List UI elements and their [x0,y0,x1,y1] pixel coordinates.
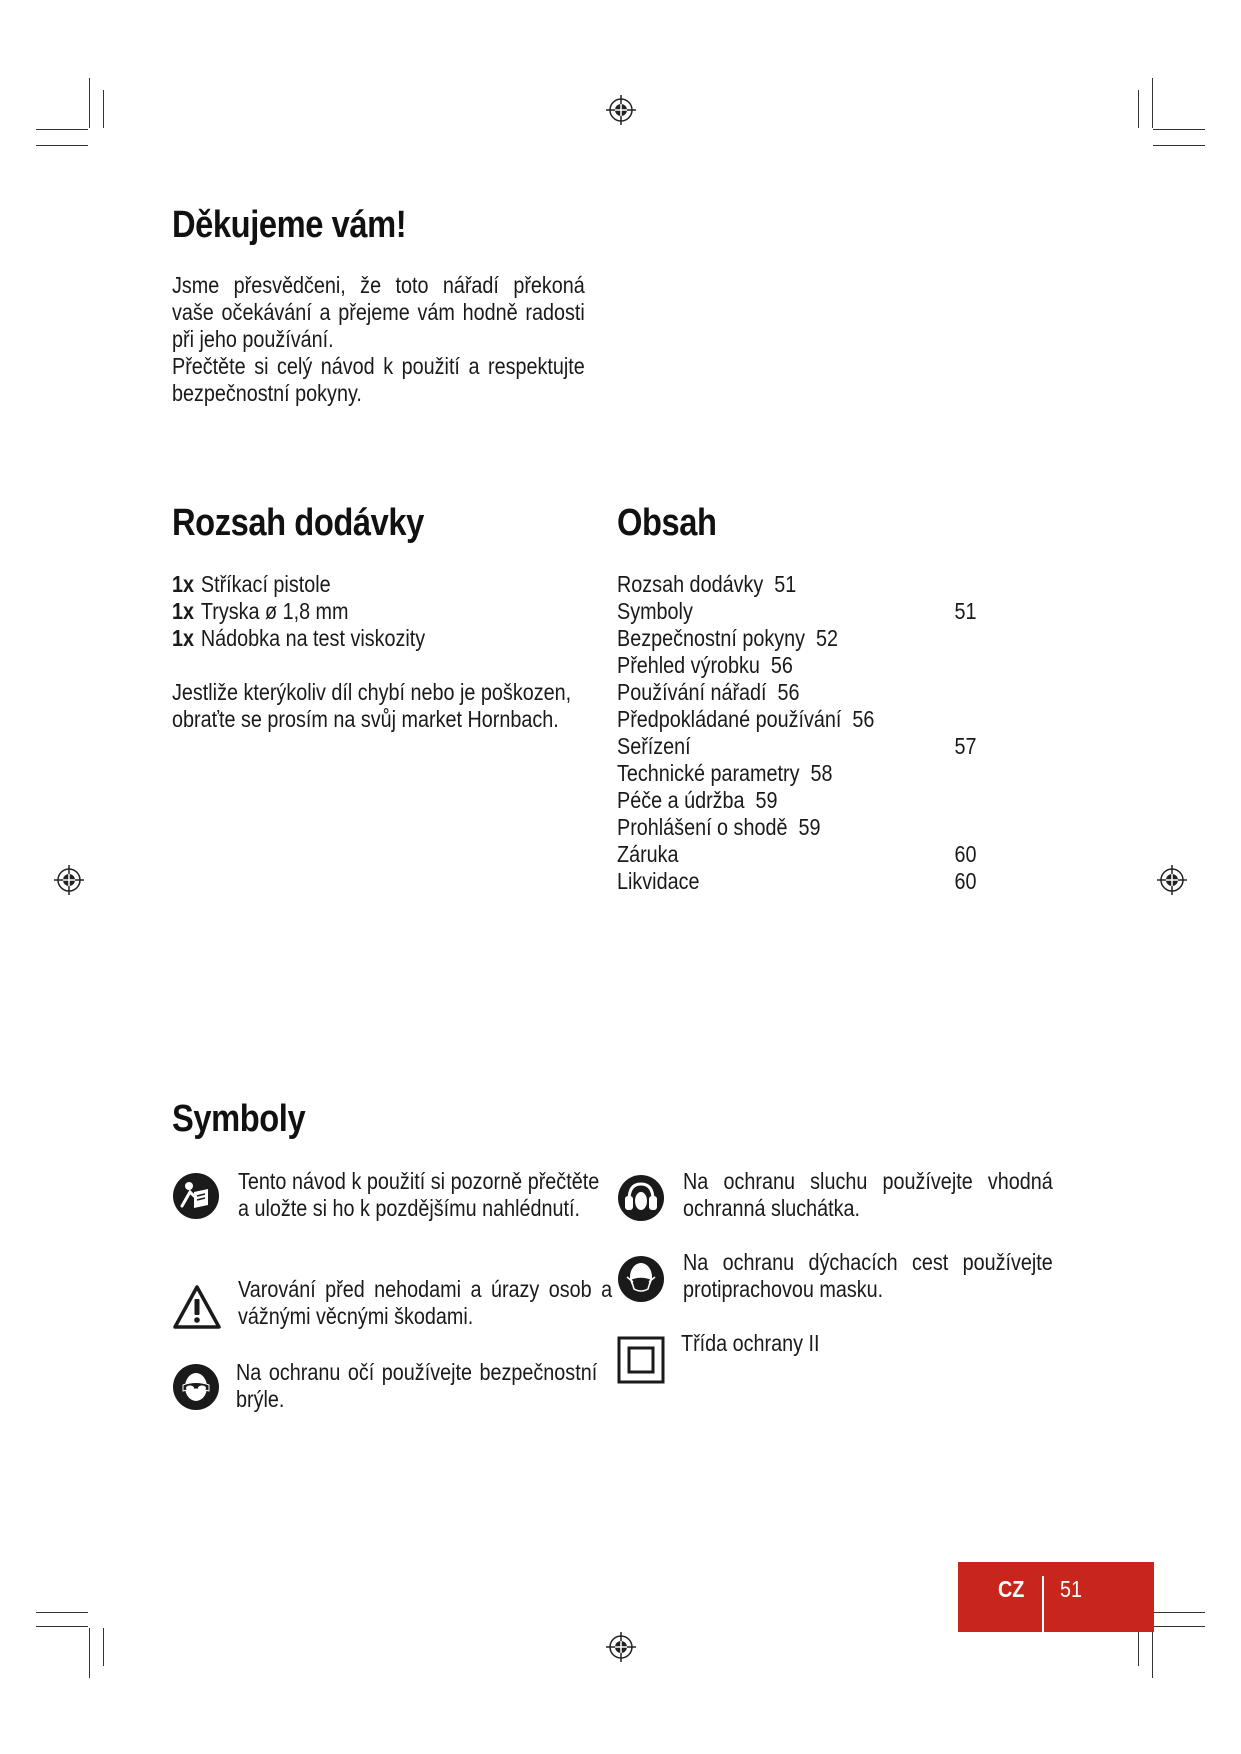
delivery-section [172,502,465,545]
toc-label: Předpokládané používání [617,706,842,732]
delivery-note: Jestliže kterýkoliv díl chybí nebo je poškozen, obraťte se prosím na svůj market Hornbach. [172,679,572,732]
thanks-body [172,272,585,407]
contents-title: Obsah [617,502,717,544]
toc-label: Rozsah dodávky [617,571,764,597]
toc-entry[interactable] [617,841,976,868]
toc-entry[interactable] [617,814,976,841]
page-badge [958,1562,1154,1632]
toc-page: 59 [755,787,778,813]
symbol-text: Třída ochrany II [681,1330,820,1356]
toc-label: Technické parametry [617,760,800,786]
symbol-item [617,1330,1047,1400]
toc-page: 60 [954,841,977,867]
toc-label: Záruka [617,841,679,867]
toc-page: 59 [798,814,821,840]
delivery-label: Nádobka na test viskozity [200,625,426,651]
warning-triangle-icon [172,1284,222,1330]
badge-divider [1042,1576,1044,1632]
toc-page: 52 [816,625,839,651]
toc-page: 56 [770,652,793,678]
toc-page: 60 [954,868,977,894]
symbols-title: Symboly [172,1098,306,1140]
registration-mark-icon [54,865,84,895]
toc-label: Používání nářadí [617,679,767,705]
toc-entry[interactable] [617,598,976,625]
toc-entry[interactable] [617,868,976,895]
toc-label: Seřízení [617,733,691,759]
symbol-item [172,1359,602,1429]
symbols-section [172,1098,327,1141]
delivery-label: Tryska ø 1,8 mm [200,598,349,624]
toc-page: 56 [777,679,800,705]
toc-entry[interactable] [617,706,976,733]
delivery-qty: 1x [172,571,195,597]
language-code: CZ [998,1576,1025,1602]
dust-mask-icon [617,1255,665,1303]
protection-class-ii-icon [617,1336,665,1384]
list-item [172,625,576,652]
toc-label: Symboly [617,598,693,624]
toc-entry[interactable] [617,787,976,814]
toc-entry[interactable] [617,571,976,598]
symbol-item [172,1168,602,1258]
list-item [172,571,576,598]
delivery-list [172,571,576,652]
toc-entry[interactable] [617,679,976,706]
registration-mark-icon [1157,865,1187,895]
registration-mark-icon [606,95,636,125]
symbol-text: Na ochranu očí používejte bezpečnostní brýle. [236,1359,598,1412]
thanks-paragraph-2: Přečtěte si celý návod k použití a respektujte bezpečnostní pokyny. [172,353,585,406]
ear-protection-icon [617,1174,665,1222]
thanks-title: Děkujeme vám! [172,204,407,246]
toc-entry[interactable] [617,733,976,760]
symbol-text: Na ochranu dýchacích cest používejte protiprachovou masku. [683,1249,1053,1302]
toc-entry[interactable] [617,625,976,652]
registration-mark-icon [606,1632,636,1662]
symbol-item [617,1168,1053,1238]
toc-label: Prohlášení o shodě [617,814,788,840]
toc-label: Přehled výrobku [617,652,760,678]
toc-label: Bezpečnostní pokyny [617,625,806,651]
page-number: 51 [1060,1576,1083,1602]
toc-entry[interactable] [617,652,976,679]
list-item [172,598,576,625]
symbol-item [172,1276,613,1346]
toc-page: 51 [954,598,977,624]
toc-page: 57 [954,733,977,759]
delivery-title: Rozsah dodávky [172,502,424,544]
symbol-text: Na ochranu sluchu používejte vhodná ochranná sluchátka. [683,1168,1053,1221]
delivery-qty: 1x [172,625,195,651]
toc-entry[interactable] [617,760,976,787]
safety-goggles-icon [172,1363,220,1411]
delivery-label: Stříkací pistole [200,571,331,597]
thanks-paragraph-1: Jsme přesvědčeni, že toto nářadí překoná vaše očekávání a přejeme vám hodně radosti při jeho používání. [172,272,585,352]
read-manual-icon [172,1172,220,1220]
symbol-item [617,1249,1053,1319]
delivery-qty: 1x [172,598,195,624]
thanks-section [172,204,444,247]
contents-list [617,571,976,895]
toc-page: 51 [774,571,797,597]
contents-section [617,502,733,545]
toc-page: 56 [852,706,875,732]
toc-label: Likvidace [617,868,700,894]
symbol-text: Varování před nehodami a úrazy osob a vážnými věcnými škodami. [238,1276,613,1329]
symbol-text: Tento návod k použití si pozorně přečtěte a uložte si ho k pozdějšímu nahlédnutí. [238,1168,600,1221]
toc-label: Péče a údržba [617,787,745,813]
toc-page: 58 [810,760,833,786]
